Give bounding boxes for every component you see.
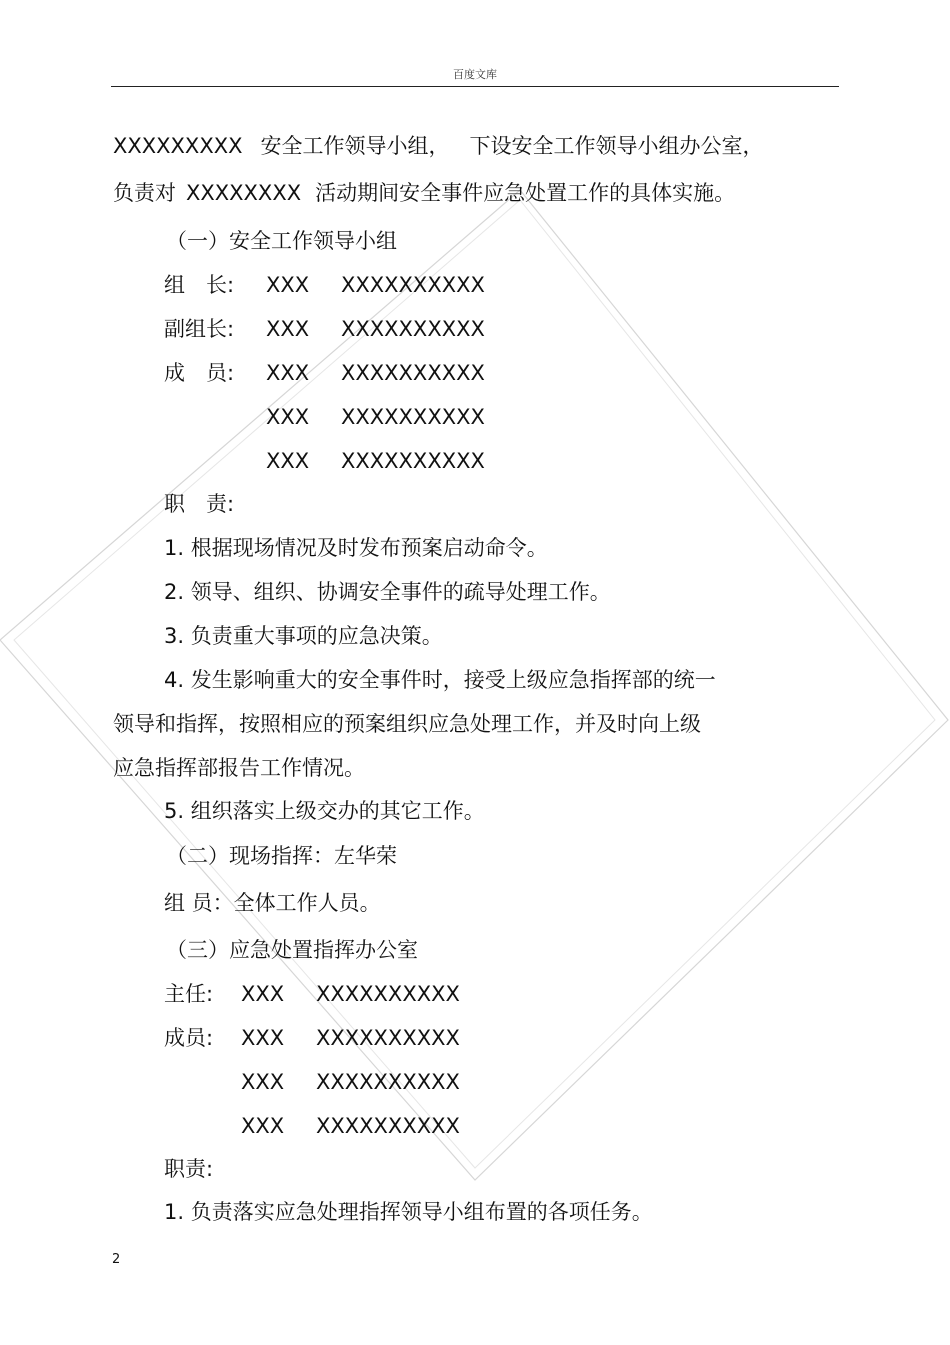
header-divider xyxy=(111,86,839,87)
person-title: XXXXXXXXXX xyxy=(341,361,485,385)
person-title: XXXXXXXXXX xyxy=(316,1114,460,1138)
intro-text: 负责对 xyxy=(113,181,176,205)
member-row xyxy=(266,402,485,432)
duty-item: 2. 领导、组织、协调安全事件的疏导处理工作。 xyxy=(164,580,611,604)
person-name: XXX xyxy=(241,1026,285,1050)
director-row xyxy=(164,979,460,1009)
member-row xyxy=(164,1023,460,1053)
person-name: XXX xyxy=(241,982,285,1006)
event-name-placeholder: XXXXXXXX xyxy=(186,181,302,205)
person-name: XXX xyxy=(266,317,310,341)
member-row xyxy=(164,358,485,388)
role-label: 成 员: xyxy=(164,361,235,385)
duty-item: 5. 组织落实上级交办的其它工作。 xyxy=(164,799,485,823)
page-number: 2 xyxy=(112,1252,121,1267)
intro-text: 下设安全工作领导小组办公室， xyxy=(469,134,764,158)
role-label: 副组长: xyxy=(164,317,235,341)
intro-line-1 xyxy=(113,131,763,161)
person-title: XXXXXXXXXX xyxy=(341,405,485,429)
person-name: XXX xyxy=(266,405,310,429)
member-row xyxy=(241,1111,460,1141)
section-heading: （三）应急处置指挥办公室 xyxy=(166,938,418,962)
page-header: 百度文库 xyxy=(453,68,497,81)
team-members: 组 员：全体工作人员。 xyxy=(164,891,381,915)
person-title: XXXXXXXXXX xyxy=(341,273,485,297)
duties-label: 职 责: xyxy=(164,492,235,516)
section-heading: （一）安全工作领导小组 xyxy=(166,229,397,253)
org-name-placeholder: XXXXXXXXX xyxy=(113,134,243,158)
person-title: XXXXXXXXXX xyxy=(341,317,485,341)
person-title: XXXXXXXXXX xyxy=(316,982,460,1006)
member-row xyxy=(241,1067,460,1097)
member-row xyxy=(266,446,485,476)
duty-item: 3. 负责重大事项的应急决策。 xyxy=(164,624,443,648)
role-label: 组 长: xyxy=(164,273,235,297)
person-name: XXX xyxy=(266,361,310,385)
person-name: XXX xyxy=(241,1070,285,1094)
person-name: XXX xyxy=(241,1114,285,1138)
person-name: XXX xyxy=(266,449,310,473)
person-name: XXX xyxy=(266,273,310,297)
duty-item-continued: 应急指挥部报告工作情况。 xyxy=(113,756,365,780)
intro-line-2 xyxy=(113,178,735,208)
person-title: XXXXXXXXXX xyxy=(316,1026,460,1050)
duty-item: 1. 根据现场情况及时发布预案启动命令。 xyxy=(164,536,548,560)
leader-row xyxy=(164,270,485,300)
deputy-row xyxy=(164,314,485,344)
role-label: 主任: xyxy=(164,982,214,1006)
person-title: XXXXXXXXXX xyxy=(316,1070,460,1094)
intro-text: 安全工作领导小组， xyxy=(260,134,450,158)
duties-label: 职责: xyxy=(164,1157,214,1181)
person-title: XXXXXXXXXX xyxy=(341,449,485,473)
duty-item-continued: 领导和指挥，按照相应的预案组织应急处理工作，并及时向上级 xyxy=(113,712,701,736)
section-heading: （二）现场指挥：左华荣 xyxy=(166,844,397,868)
duty-item: 1. 负责落实应急处理指挥领导小组布置的各项任务。 xyxy=(164,1200,653,1224)
duty-item: 4. 发生影响重大的安全事件时，接受上级应急指挥部的统一 xyxy=(164,668,716,692)
role-label: 成员: xyxy=(164,1026,214,1050)
intro-text: 活动期间安全事件应急处置工作的具体实施。 xyxy=(315,181,736,205)
